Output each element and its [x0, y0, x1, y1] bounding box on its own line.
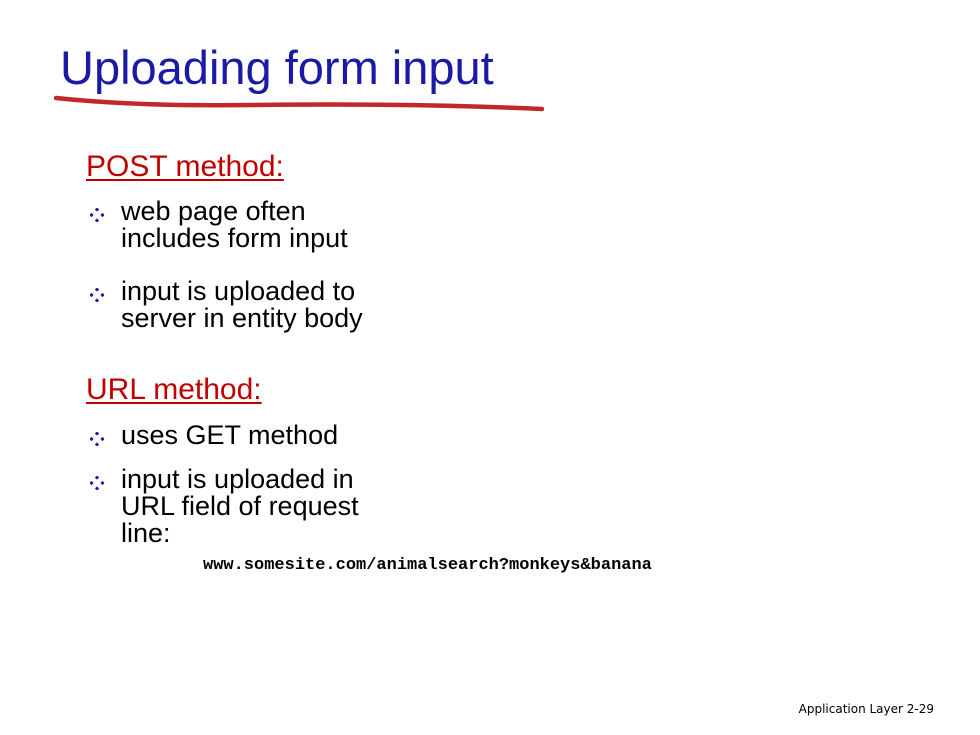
bullet-item [90, 278, 450, 334]
bullet-text [121, 422, 338, 449]
bullet-text [121, 198, 348, 252]
diamond-bullet-icon [90, 208, 104, 222]
diamond-bullet-icon [90, 288, 104, 302]
url-method-heading: URL method: [86, 373, 262, 406]
diamond-bullet-icon [90, 432, 104, 446]
bullet-item [90, 422, 450, 450]
bullet-text [121, 278, 363, 332]
bullet-line: URL field of request [121, 491, 359, 521]
diamond-bullet-icon [90, 476, 104, 490]
bullet-line: line: [121, 518, 171, 548]
bullet-text [121, 466, 359, 547]
url-example: www.somesite.com/animalsearch?monkeys&banana [203, 556, 652, 575]
bullet-line: includes form input [121, 223, 348, 253]
bullet-line: web page often [121, 196, 306, 226]
bullet-line: input is uploaded in [121, 464, 354, 494]
post-method-heading: POST method: [86, 150, 284, 183]
slide-title: Uploading form input [60, 41, 494, 94]
bullet-item [90, 198, 450, 254]
bullet-line: uses GET method [121, 420, 339, 450]
slide-footer: Application Layer 2-29 [798, 702, 934, 716]
bullet-item [90, 466, 450, 550]
title-underline-stroke [54, 90, 544, 112]
bullet-line: input is uploaded to [121, 276, 356, 306]
bullet-line: server in entity body [121, 303, 363, 333]
